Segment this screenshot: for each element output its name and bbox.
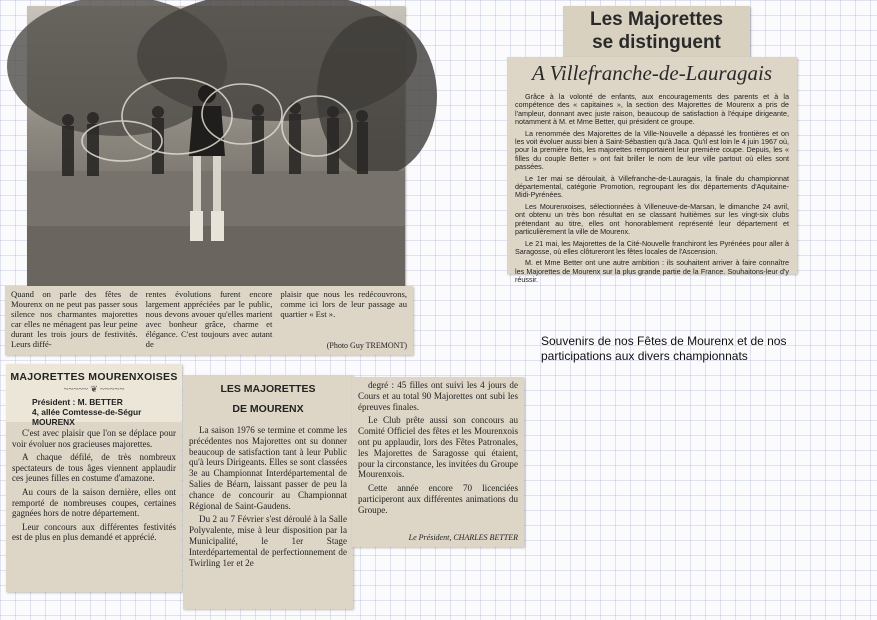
album-note xyxy=(541,334,831,364)
majorettes-photo xyxy=(27,6,405,286)
article-paragraph: La renommée des Majorettes de la Ville-Nouvelle a dépassé les frontières et on les voit évoluer aussi bien à Saint-Sébastien qu'à Jaca. Qu'il est loin le 4 juin 1967 où, pour la première fois, les majorettes remportaient leur première coupe. Depuis, les « filles du couple Better » ont fait briller le nom de leur ville partout où elles sont passées. xyxy=(515,128,789,172)
caption-column-1: Quand on parle des fêtes de Mourenx on ne peut pas passer sous silence nos charmantes majorettes car elles ne ménagent pas leur peine durant les trois jours de festivités. Leurs diffé- xyxy=(11,289,138,349)
season-clipping xyxy=(183,375,353,609)
headline-line-1: Les Majorettes xyxy=(589,9,724,30)
season-title-line-2: DE MOURENX xyxy=(232,403,304,415)
article-paragraph: Les Mourenxoises, sélectionnées à Villeneuve-de-Marsan, le dimanche 24 avril, ont obtenu un très bon résultat en se classant huitièmes sur les vingt-six clubs prétendant au titre, elles ont honorablement représenté leur département et particulièrement la ville de Mourenx. xyxy=(515,201,789,237)
club-paragraph: Leur concours aux différentes festivités est de plus en plus demandé et apprécié. xyxy=(12,521,176,543)
album-note-line-1: Souvenirs de nos Fêtes de Mourenx et de nos xyxy=(541,334,787,348)
article-paragraph: Grâce à la volonté de enfants, aux encouragements des parents et à la compétence des « capitaines », la section des Majorettes de Mourenx a pris de l'ampleur, donnant avec juste raison, beaucoup de satisfaction à l'équipe dirigeante, notamment à M. et Mme Better, qui président ce groupe. xyxy=(515,92,789,127)
season-title-line-1: LES MAJORETTES xyxy=(220,383,316,395)
caption-column-3: plaisir que nous les redécouvrons, comme ici lors de leur passage au quartier « Est ». xyxy=(280,289,408,319)
club-body xyxy=(6,422,182,543)
club-paragraph: A chaque défilé, de très nombreux spectateurs de tous âges viennent applaudir ces jeunes filles en costume d'amazone. xyxy=(12,452,176,484)
continuation-paragraph: degré : 45 filles ont suivi les 4 jours de Cours et au total 90 Majorettes ont subi les épreuves finales. xyxy=(358,380,518,412)
article-paragraph: Le 21 mai, les Majorettes de la Cité-Nouvelle franchiront les Pyrénées pour aller à Saragosse, où elles clôtureront les fêtes locales de l'Ascension. xyxy=(515,238,789,256)
club-header xyxy=(6,364,182,428)
ornament-divider: ~~~~~ ❦ ~~~~~ xyxy=(63,383,125,394)
photo-credit: (Photo Guy TREMONT) xyxy=(326,341,407,350)
season-title xyxy=(189,379,347,419)
club-title: MAJORETTES MOURENXOISES xyxy=(10,371,178,383)
headline-clipping xyxy=(563,6,750,60)
club-president: Président : M. BETTER xyxy=(32,397,123,408)
headline-line-2: se distinguent xyxy=(592,32,721,53)
president-signature: Le Président, CHARLES BETTER xyxy=(408,533,518,543)
club-paragraph: Au cours de la saison dernière, elles ont remporté de nombreuses coupes, certaines gagnées hors de notre département. xyxy=(12,486,176,519)
club-town: MOURENX xyxy=(32,417,75,428)
season-paragraph: Du 2 au 7 Février s'est déroulé à la Salle Polyvalente, mise à leur disposition par la Municipalité, le 1er Stage Interdépartemental de perfectionnement de Twirling 1er et 2e xyxy=(189,514,347,568)
season-paragraph: La saison 1976 se termine et comme les précédentes nos Majorettes ont su donner beaucoup de satisfaction tant à leur Public qu'à leurs Dirigeants. Elles se sont classées 3e au Championnat Interdépartemental de Salies de Béarn, laissant passer de peu la chance de concourir au Championnat Régional de Saint-Gaudens. xyxy=(189,425,347,511)
club-clipping xyxy=(6,364,182,592)
article-clipping xyxy=(507,57,797,285)
club-paragraph: C'est avec plaisir que l'on se déplace pour voir évoluer nos gracieuses majorettes. xyxy=(12,428,176,449)
photo-illustration xyxy=(27,6,405,286)
club-address: 4, allée Comtesse-de-Ségur xyxy=(32,407,142,418)
article-paragraph: M. et Mme Better ont une autre ambition : ils souhaitent arriver à faire connaître les Majorettes de Mourenx sur la plus grande partie de la France. Souhaitons-leur d'y réussir. xyxy=(515,258,789,285)
continuation-clipping xyxy=(352,377,524,547)
caption-column-2: rentes évolutions furent encore largement appréciées par le public, nous devons avouer qu'elles marient avec bonheur grâce, charme et élégance. C'est toujours avec autant de xyxy=(145,289,273,349)
continuation-paragraph: Le Club prête aussi son concours au Comité Officiel des fêtes et les Mourenxois ont pu applaudir, lors des Fêtes Patronales, les Majorettes de Saragosse qui étaient, pour la circonstance, les invitées du Groupe Mourenxois. xyxy=(358,415,518,480)
photo-caption xyxy=(5,286,413,355)
article-paragraph: Le 1er mai se déroulait, à Villefranche-de-Lauragais, la finale du championnat départemental, catégorie Promotion, regroupant les dix départements d'Aquitaine-Midi-Pyrénées. xyxy=(515,173,789,200)
article-title: A Villefranche-de-Lauragais xyxy=(531,61,773,85)
album-note-line-2: participations aux divers championnats xyxy=(541,349,748,363)
continuation-paragraph: Cette année encore 70 licenciées participeront aux différentes animations du Groupe. xyxy=(358,483,518,515)
